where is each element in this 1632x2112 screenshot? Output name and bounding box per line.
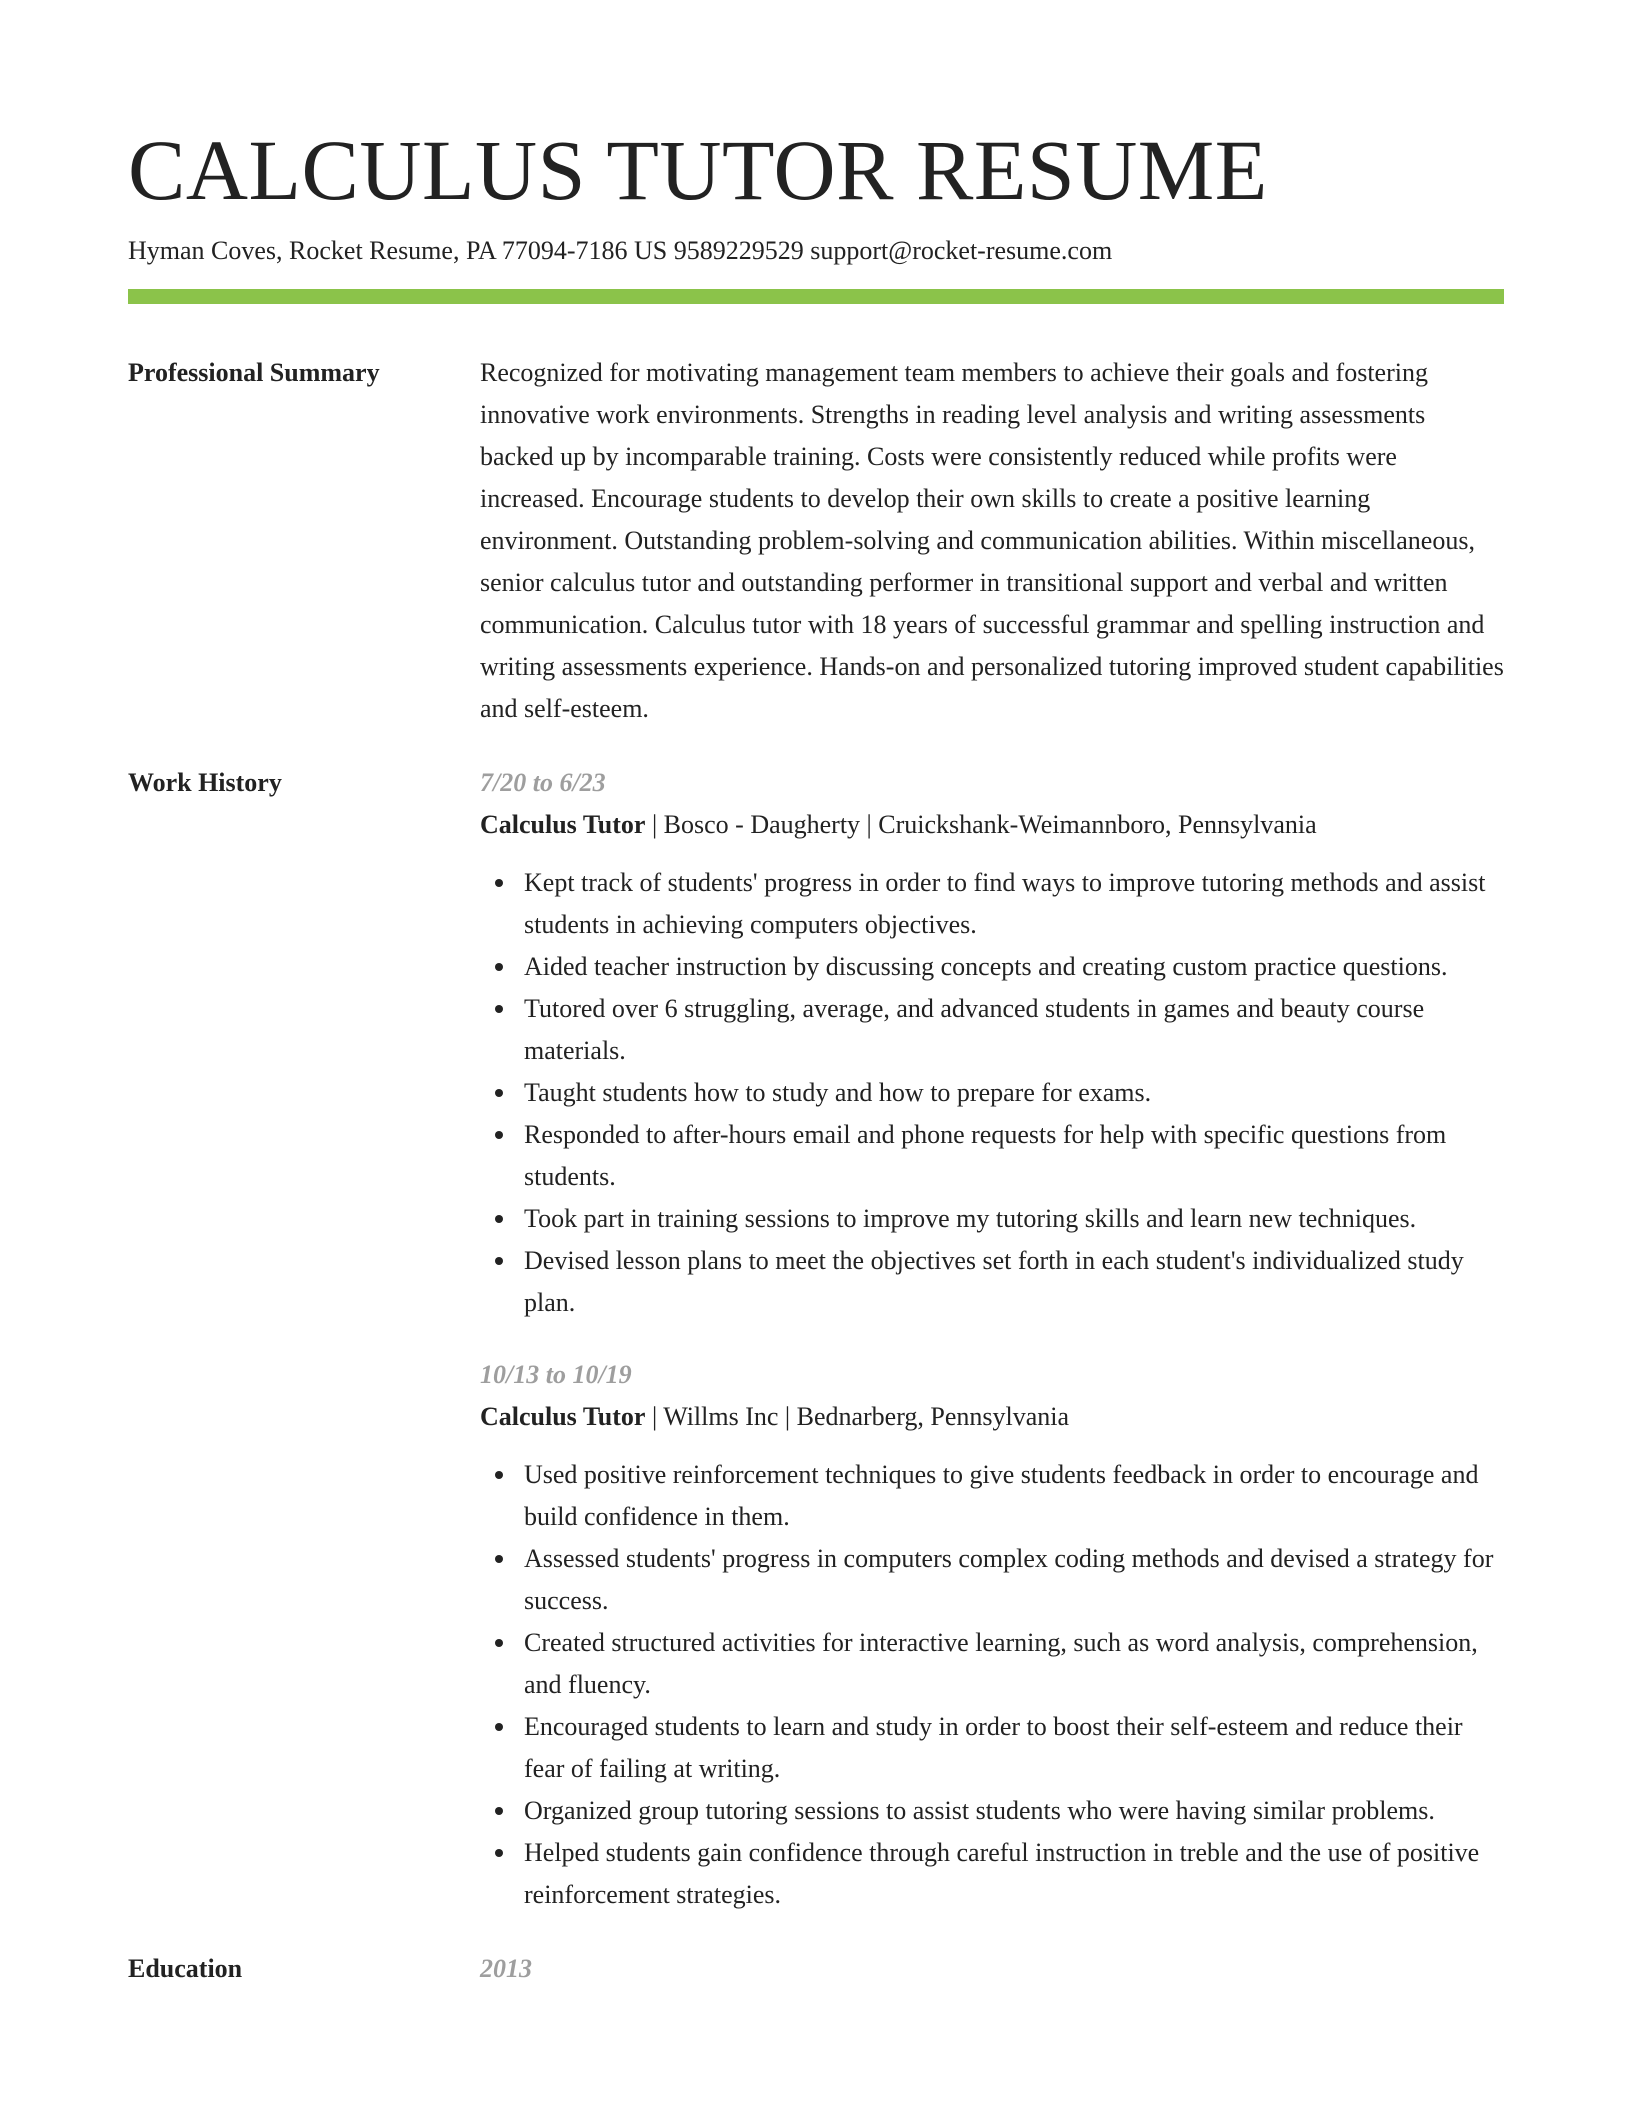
list-item: Taught students how to study and how to prepare for exams.	[524, 1072, 1504, 1114]
section-label: Education	[128, 1954, 243, 1983]
job-heading	[480, 1396, 1504, 1438]
list-item: Responded to after-hours email and phone requests for help with specific questions from students.	[524, 1114, 1504, 1198]
job-title: Calculus Tutor	[480, 810, 646, 839]
education-section	[128, 1948, 1504, 1990]
job-details: | Bosco - Daugherty | Cruickshank-Weimannboro, Pennsylvania	[645, 810, 1317, 839]
contact-info: Hyman Coves, Rocket Resume, PA 77094-7186 US 9589229529 support@rocket-resume.com	[128, 236, 1113, 265]
summary-text: Recognized for motivating management team members to achieve their goals and fostering innovative work environments. Strengths in reading level analysis and writing assessments backed up by incomparable training. Costs were consistently reduced while profits were increased. Encourage students to develop their own skills to create a positive learning environment. Outstanding problem-solving and communication abilities. Within miscellaneous, senior calculus tutor and outstanding performer in transitional support and verbal and written communication. Calculus tutor with 18 years of successful grammar and spelling instruction and writing assessments experience. Hands-on and personalized tutoring improved student capabilities and self-esteem.	[480, 358, 1504, 723]
list-item: Created structured activities for interactive learning, such as word analysis, comprehension, and fluency.	[524, 1622, 1504, 1706]
job-dates: 7/20 to 6/23	[480, 768, 606, 797]
list-item: Encouraged students to learn and study in order to boost their self-esteem and reduce their fear of failing at writing.	[524, 1706, 1504, 1790]
job-details: | Willms Inc | Bednarberg, Pennsylvania	[645, 1402, 1070, 1431]
job-bullets	[480, 862, 1504, 1324]
professional-summary-section	[128, 352, 1504, 730]
list-item: Organized group tutoring sessions to assist students who were having similar problems.	[524, 1790, 1504, 1832]
section-label: Professional Summary	[128, 358, 380, 387]
list-item: Aided teacher instruction by discussing concepts and creating custom practice questions.	[524, 946, 1504, 988]
list-item: Tutored over 6 struggling, average, and advanced students in games and beauty course materials.	[524, 988, 1504, 1072]
list-item: Helped students gain confidence through careful instruction in treble and the use of positive reinforcement strategies.	[524, 1832, 1504, 1916]
job-dates: 10/13 to 10/19	[480, 1360, 632, 1389]
accent-divider	[128, 289, 1504, 304]
job-title: Calculus Tutor	[480, 1402, 646, 1431]
list-item: Took part in training sessions to improve my tutoring skills and learn new techniques.	[524, 1198, 1504, 1240]
list-item: Assessed students' progress in computers complex coding methods and devised a strategy for success.	[524, 1538, 1504, 1622]
list-item: Devised lesson plans to meet the objectives set forth in each student's individualized study plan.	[524, 1240, 1504, 1324]
resume-page	[128, 120, 1504, 1990]
resume-title: CALCULUS TUTOR RESUME	[128, 122, 1268, 218]
job-bullets	[480, 1454, 1504, 1916]
list-item: Kept track of students' progress in order to find ways to improve tutoring methods and assist students in achieving computers objectives.	[524, 862, 1504, 946]
job-heading	[480, 804, 1504, 846]
list-item: Used positive reinforcement techniques to give students feedback in order to encourage and build confidence in them.	[524, 1454, 1504, 1538]
section-label: Work History	[128, 768, 282, 797]
job-entry	[480, 1354, 1504, 1916]
work-history-section	[128, 762, 1504, 1916]
education-dates: 2013	[480, 1954, 532, 1983]
job-entry	[480, 762, 1504, 1324]
